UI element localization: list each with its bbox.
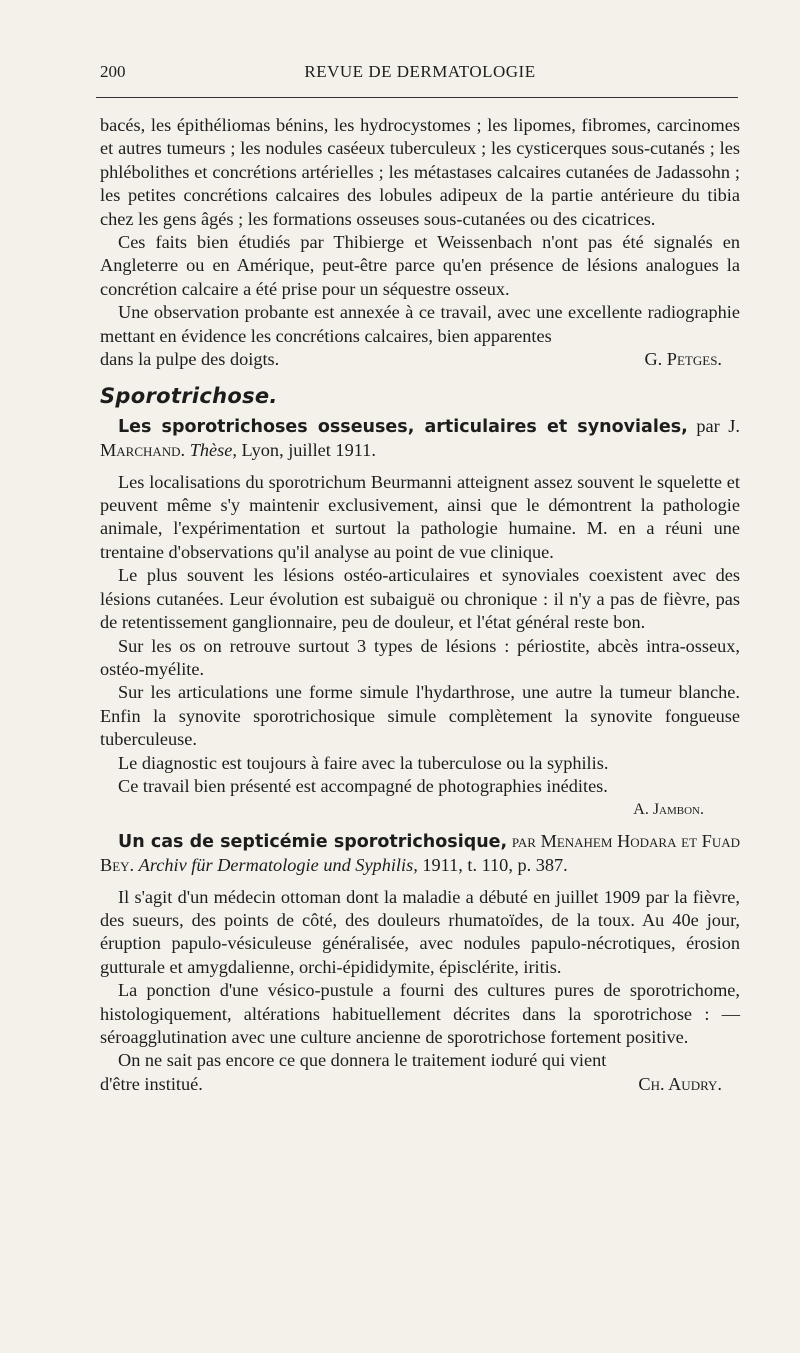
signature-jambon: A. Jambon. bbox=[633, 801, 704, 819]
article-2-citation bbox=[100, 830, 740, 878]
article-1-paragraph: Le diagnostic est toujours à faire avec la tuberculose ou la syphilis. bbox=[118, 752, 609, 773]
intro-paragraph-1: bacés, les épithéliomas bénins, les hydrocystomes ; les lipomes, fibromes, carcinomes et autres tumeurs ; les nodules caséeux tuberculeux ; les cysticerques sous-cutanés ; les phlébolithes et concrétions artérielles ; les métastases calcaires cutanées de Jadassohn ; les petites concrétions calcaires des lobules adipeux de la partie antérieure du tibia chez les gens âgés ; les formations osseuses sous-cutanées ou des cicatrices. bbox=[100, 115, 740, 229]
running-header bbox=[100, 62, 740, 86]
article-2-last-line bbox=[100, 1073, 740, 1096]
signature-audry: Ch. Audry. bbox=[638, 1073, 722, 1094]
intro-paragraph-3-end: dans la pulpe des doigts. bbox=[100, 349, 280, 370]
page-body bbox=[100, 114, 740, 1096]
article-2-source: Archiv für Dermatologie und Syphilis, bbox=[138, 855, 418, 876]
section-heading: Sporotrichose. bbox=[100, 384, 278, 409]
article-1-paragraph: Sur les os on retrouve surtout 3 types de lésions : périostite, abcès intra-osseux, ostéo-myélite. bbox=[100, 635, 740, 679]
article-2-title: Un cas de septicémie sporotrichosique, bbox=[118, 831, 508, 852]
intro-last-line bbox=[100, 348, 740, 371]
article-1-title: Les sporotrichoses osseuses, articulaires et synoviales, bbox=[118, 416, 688, 437]
journal-title: REVUE DE DERMATOLOGIE bbox=[304, 62, 536, 81]
article-1-source-detail: Lyon, juillet 1911. bbox=[236, 440, 376, 461]
article-2-paragraph: La ponction d'une vésico-pustule a fourni des cultures pures de sporotrichome, histologiquement, altérations habituellement décrites dans la sporotrichose : — séroagglutination avec une culture ancienne de sporotrichose fortement positive. bbox=[100, 980, 740, 1048]
page-number: 200 bbox=[100, 62, 126, 81]
spacer bbox=[100, 822, 740, 830]
article-1-source: Thèse, bbox=[189, 440, 237, 461]
article-1-paragraph: Ce travail bien présenté est accompagné de photographies inédites. bbox=[118, 775, 608, 796]
spacer bbox=[100, 878, 740, 886]
article-1-paragraph: Les localisations du sporotrichum Beurmanni atteignent assez souvent le squelette et peuvent même s'y maintenir exclusivement, ainsi que le démontrent la pathologie animale, l'expérimentation et surtout la pathologie humaine. M. en a réuni une trentaine d'observations qu'il analyse au point de vue clinique. bbox=[100, 471, 740, 562]
spacer bbox=[100, 463, 740, 471]
article-2-paragraph-end: d'être institué. bbox=[100, 1073, 203, 1094]
article-2-authors: par Menahem Hodara et Fuad Bey. bbox=[100, 830, 740, 876]
article-1-paragraph: Le plus souvent les lésions ostéo-articulaires et synoviales coexistent avec des lésions cutanées. Leur évolution est subaiguë ou chronique : il n'y a pas de fièvre, pas de retentissement ganglionnaire, peu de douleur, et l'état général reste bon. bbox=[100, 565, 740, 633]
intro-paragraph-2: Ces faits bien étudiés par Thibierge et Weissenbach n'ont pas été signalés en Angleterre ou en Amérique, peut-être parce qu'en présence de lésions analogues la concrétion calcaire a été prise pour un séquestre osseux. bbox=[100, 232, 740, 299]
article-1-author: Marchand. bbox=[100, 440, 186, 461]
intro-paragraph-3: Une observation probante est annexée à ce travail, avec une excellente radiographie mettant en évidence les concrétions calcaires, bien apparentes bbox=[100, 302, 740, 346]
header-rule bbox=[96, 97, 738, 98]
article-1-author-prefix: par J. bbox=[696, 415, 740, 436]
article-2-paragraph: On ne sait pas encore ce que donnera le traitement ioduré qui vient bbox=[118, 1050, 607, 1071]
article-1-paragraph: Sur les articulations une forme simule l'hydarthrose, une autre la tumeur blanche. Enfin la synovite sporotrichosique simule complètement la synovite fongueuse tuberculeuse. bbox=[100, 682, 740, 750]
signature-petges: G. Petges. bbox=[644, 349, 722, 370]
article-2-paragraph: Il s'agit d'un médecin ottoman dont la maladie a débuté en juillet 1909 par la fièvre, des sueurs, des points de côté, des douleurs rhumatoïdes, de la toux. Au 40e jour, éruption papulo-vésiculeuse généralisée, avec nodules papulo-nécrotiques, érosion gutturale et amygdalienne, orchi-épididymite, épisclérite, iritis. bbox=[100, 886, 740, 977]
article-2-source-detail: 1911, t. 110, p. 387. bbox=[417, 855, 568, 876]
article-1-citation bbox=[100, 415, 740, 463]
